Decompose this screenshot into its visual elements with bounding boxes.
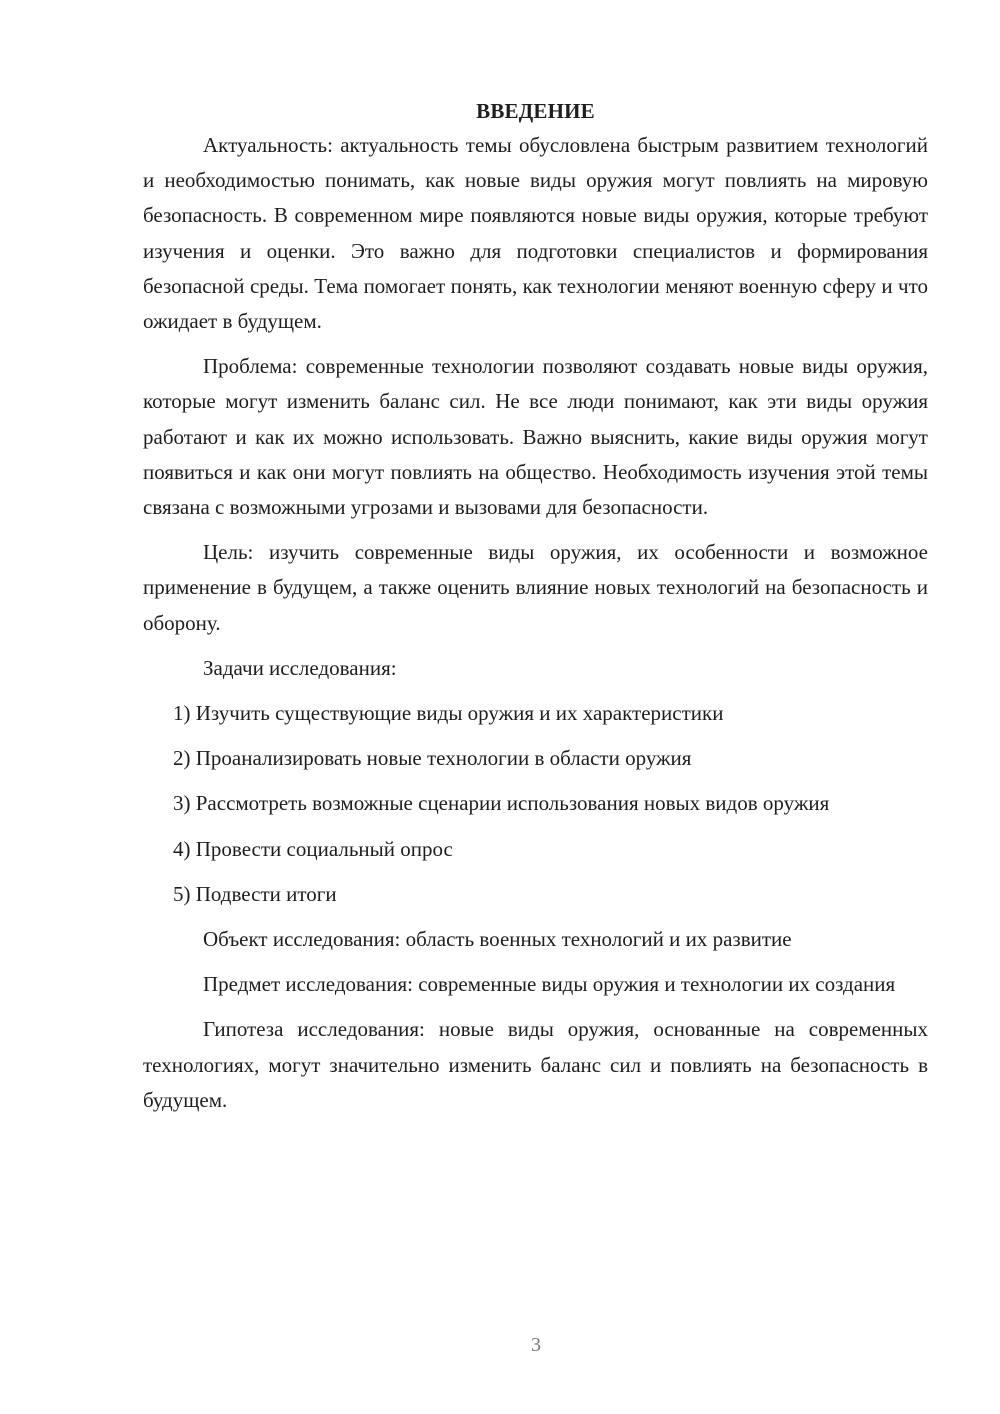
task-item-5: 5) Подвести итоги: [173, 881, 337, 906]
paragraph-subject: Предмет исследования: современные виды оружия и технологии их создания: [203, 972, 896, 997]
document-page: [143, 94, 928, 1128]
tasks-heading: Задачи исследования:: [203, 655, 397, 680]
paragraph-object: Объект исследования: область военных технологий и их развитие: [203, 927, 792, 952]
page-title: ВВЕДЕНИЕ: [476, 99, 595, 123]
task-item-1: 1) Изучить существующие виды оружия и их характеристики: [173, 701, 724, 726]
task-item-3: 3) Рассмотреть возможные сценарии использования новых видов оружия: [173, 791, 830, 816]
paragraph-problem: Проблема: современные технологии позволяют создавать новые виды оружия, которые могут изменить баланс сил. Не все люди понимают, как эти виды оружия работают и как их можно использовать. Важно выяснить, какие виды оружия могут появиться и как они могут повлиять на общество. Необходимость изучения этой темы связана с возможными угрозами и вызовами для безопасности.: [143, 354, 928, 520]
task-item-2: 2) Проанализировать новые технологии в области оружия: [173, 746, 692, 771]
task-item-4: 4) Провести социальный опрос: [173, 836, 453, 861]
paragraph-goal: Цель: изучить современные виды оружия, их особенности и возможное применение в будущем, а также оценить влияние новых технологий на безопасность и оборону.: [143, 540, 928, 635]
paragraph-relevance: Актуальность: актуальность темы обусловлена быстрым развитием технологий и необходимостью понимать, как новые виды оружия могут повлиять на мировую безопасность. В современном мире появляются новые виды оружия, которые требуют изучения и оценки. Это важно для подготовки специалистов и формирования безопасной среды. Тема помогает понять, как технологии меняют военную сферу и что ожидает в будущем.: [143, 133, 928, 334]
paragraph-hypothesis: Гипотеза исследования: новые виды оружия, основанные на современных технологиях, могут значительно изменить баланс сил и повлиять на безопасность в будущем.: [143, 1017, 928, 1112]
page-number: 3: [531, 1334, 541, 1356]
